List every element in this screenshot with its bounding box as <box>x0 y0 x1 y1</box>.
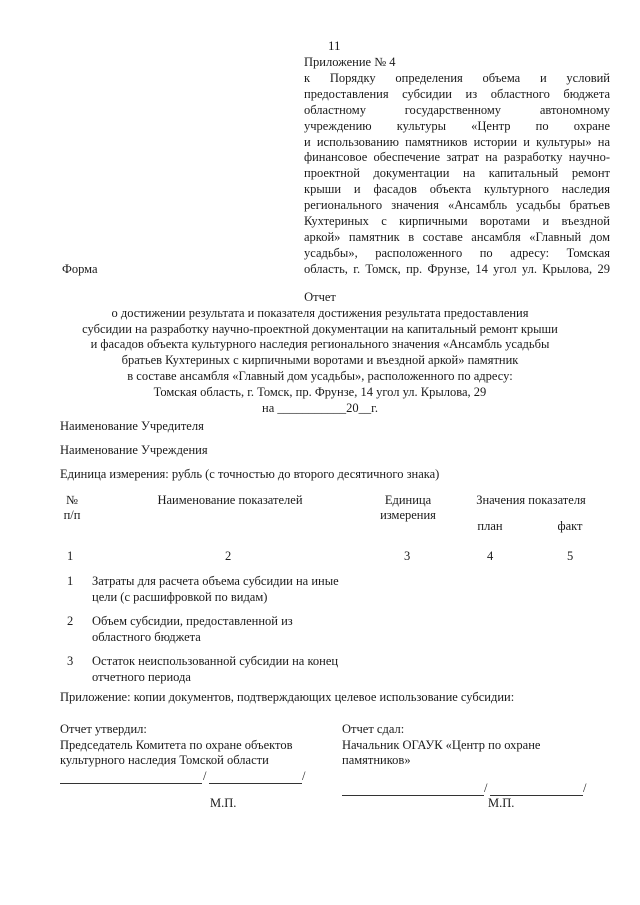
appendix-line: Приложение № 4 <box>304 55 396 69</box>
row-indicator-name: Затраты для расчета объема субсидии на иные цели (с расшифровкой по видам) <box>92 574 339 604</box>
column-number: 5 <box>567 549 574 563</box>
row-number: 2 <box>67 614 74 628</box>
header-name: Наименование показателей <box>157 493 303 507</box>
form-label: Форма <box>62 262 98 276</box>
founder-name-field: Наименование Учредителя <box>60 419 204 433</box>
appendix-line: учреждению культуры «Центр по охране <box>304 118 610 133</box>
report-title: Отчет <box>304 290 336 304</box>
header-plan: план <box>477 519 503 533</box>
appendix-line: регионального значения «Ансамбль усадьбы братьев <box>304 198 610 213</box>
row-indicator-name: Остаток неиспользованной субсидии на конец отчетного периода <box>92 654 339 684</box>
report-title-block <box>60 290 580 416</box>
attachment-note: Приложение: копии документов, подтверждающих целевое использование субсидии: <box>60 690 515 704</box>
approved-position: Председатель Комитета по охране объектов культурного наследия Томской области <box>60 737 293 767</box>
appendix-line: аркой» памятник в составе ансамбля «Главный дом <box>304 229 610 244</box>
appendix-line: крыши и фасадов объекта культурного наследия <box>304 182 610 197</box>
column-number: 1 <box>67 549 74 563</box>
header-num: № п/п <box>63 493 81 522</box>
report-subtitle-line: братьев Кухтериных с кирпичными воротами и въездной аркой» памятник <box>121 353 519 368</box>
appendix-line: область, г. Томск, пр. Фрунзе, 14 угол ул. Крылова, 29 <box>304 261 610 276</box>
appendix-line: финансовое обеспечение затрат на разработку научно- <box>304 150 610 165</box>
column-number: 3 <box>404 549 411 563</box>
institution-name-field: Наименование Учреждения <box>60 443 208 457</box>
handed-signature-line <box>342 795 484 796</box>
appendix-line: предоставления субсидии из областного бюджета <box>304 86 610 101</box>
signature-separator: / <box>203 769 207 783</box>
appendix-line: усадьбы», расположенного по адресу: Томская <box>304 245 610 260</box>
handed-position: Начальник ОГАУК «Центр по охране памятников» <box>342 737 541 767</box>
row-indicator-name: Объем субсидии, предоставленной из областного бюджета <box>92 614 293 644</box>
approved-label: Отчет утвердил: <box>60 722 147 736</box>
signature-separator: / <box>484 781 488 795</box>
approved-name-line <box>209 783 302 784</box>
handed-label: Отчет сдал: <box>342 722 405 736</box>
appendix-line: к Порядку определения объема и условий <box>304 70 610 85</box>
signature-separator: / <box>302 769 306 783</box>
report-date-line: на ___________20__г. <box>262 400 378 415</box>
approved-stamp-place: М.П. <box>210 796 237 810</box>
column-number: 4 <box>487 549 494 563</box>
report-subtitle-line: в составе ансамбля «Главный дом усадьбы», расположенного по адресу: <box>127 368 513 383</box>
column-number: 2 <box>225 549 232 563</box>
appendix-line: и использованию памятников истории и культуры» на <box>304 134 610 149</box>
row-number: 3 <box>67 654 74 668</box>
appendix-line: проектной документации на капитальный ремонт <box>304 166 610 181</box>
header-values: Значения показателя <box>476 493 586 507</box>
report-subtitle-line: Томская область, г. Томск, пр. Фрунзе, 14 угол ул. Крылова, 29 <box>153 384 487 399</box>
signature-separator: / <box>583 781 587 795</box>
approved-signature-line <box>60 783 202 784</box>
approved-signature-block <box>60 722 292 769</box>
report-subtitle-line: о достижении результата и показателя достижения результата предоставления <box>111 305 529 320</box>
measurement-unit: Единица измерения: рубль (с точностью до второго десятичного знака) <box>60 467 440 481</box>
header-fact: факт <box>557 519 583 533</box>
appendix-header <box>304 55 610 278</box>
report-subtitle-line: и фасадов объекта культурного наследия регионального значения «Ансамбль усадьбы <box>90 337 550 352</box>
page-number: 11 <box>328 38 341 53</box>
report-subtitle-line: субсидии на разработку научно-проектной документации на капитальный ремонт крыши <box>82 321 558 336</box>
appendix-line: Кухтериных с кирпичными воротами и въездной <box>304 214 610 229</box>
header-unit: Единица измерения <box>380 493 436 522</box>
handed-stamp-place: М.П. <box>488 796 515 810</box>
appendix-line: областному государственному автономному <box>304 102 610 117</box>
handed-signature-block <box>342 722 540 769</box>
row-number: 1 <box>67 574 74 588</box>
